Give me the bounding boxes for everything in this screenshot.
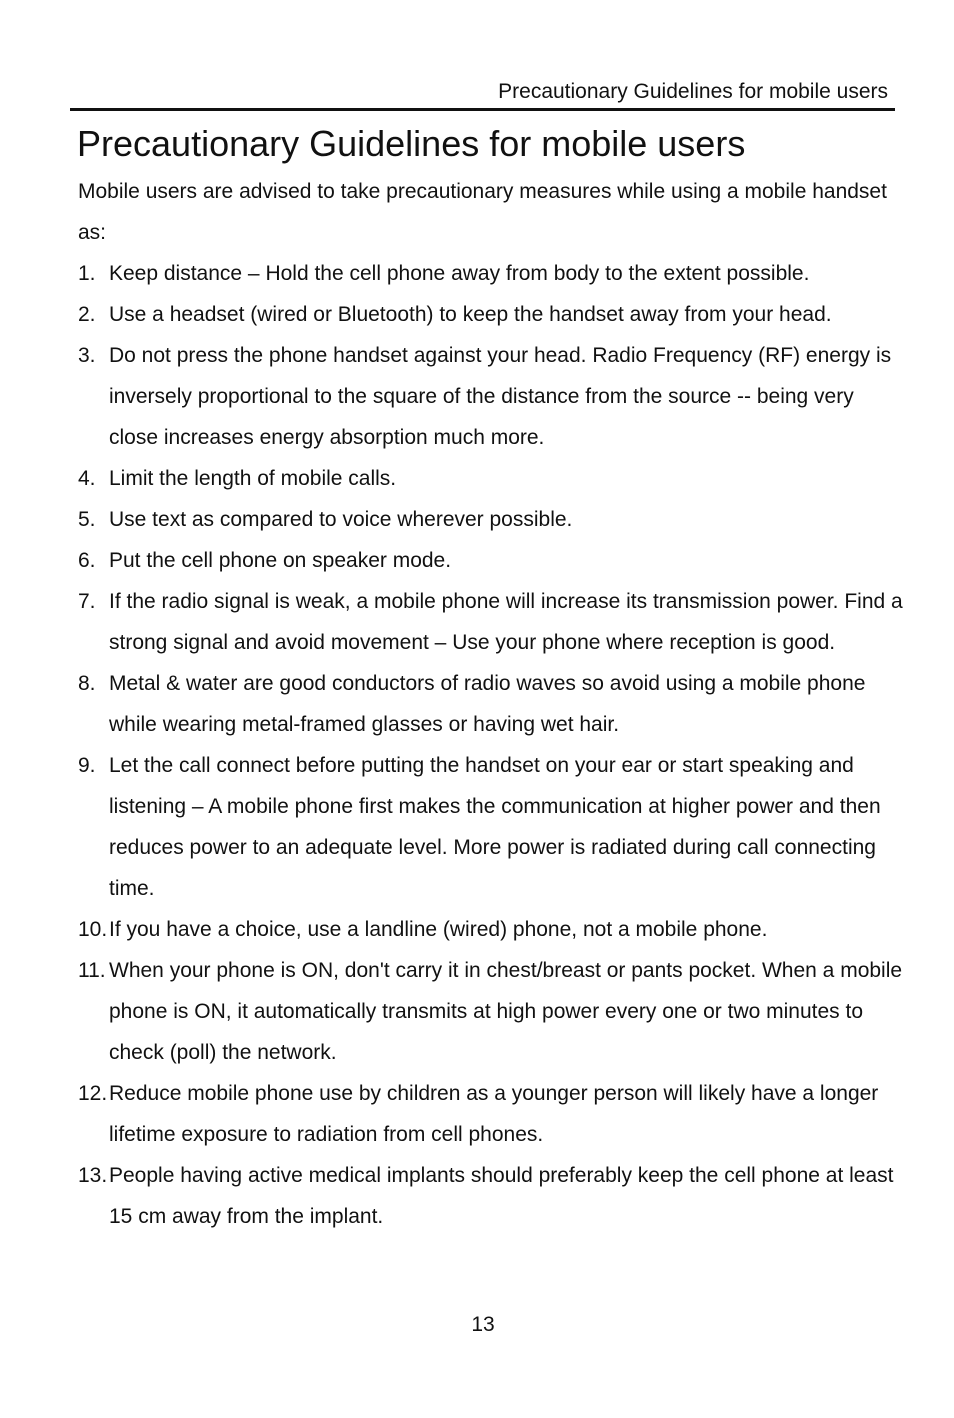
item-text: Reduce mobile phone use by children as a younger person will likely have a longer lifetime exposure to radiation from cell phones.: [109, 1082, 879, 1146]
guideline-item: [78, 335, 908, 458]
guideline-item: [78, 458, 908, 499]
item-text: Keep distance – Hold the cell phone away from body to the extent possible.: [109, 262, 810, 285]
item-number: 3.: [78, 344, 96, 367]
guideline-item: [78, 540, 908, 581]
guideline-item: [78, 909, 908, 950]
guideline-item: [78, 581, 908, 663]
page-title: Precautionary Guidelines for mobile users: [77, 123, 746, 164]
guideline-item: [78, 745, 908, 909]
item-number: 5.: [78, 508, 96, 531]
guideline-list: [78, 253, 908, 1237]
item-number: 7.: [78, 590, 96, 613]
item-text: If the radio signal is weak, a mobile phone will increase its transmission power. Find a strong signal and avoid movement – Use your phone where reception is good.: [109, 590, 903, 654]
guideline-item: [78, 1073, 908, 1155]
item-text: Let the call connect before putting the handset on your ear or start speaking and listening – A mobile phone first makes the communication at higher power and then reduces power to an adequate level. More power is radiated during call connecting time.: [109, 754, 881, 900]
item-number: 10.: [78, 918, 108, 941]
item-number: 6.: [78, 549, 96, 572]
page-number: 13: [471, 1313, 495, 1336]
item-number: 13.: [78, 1164, 108, 1187]
item-number: 2.: [78, 303, 96, 326]
item-text: Use a headset (wired or Bluetooth) to keep the handset away from your head.: [109, 303, 832, 326]
item-number: 9.: [78, 754, 96, 777]
intro-paragraph: Mobile users are advised to take precautionary measures while using a mobile handset as:: [78, 180, 887, 244]
guideline-item: [78, 1155, 908, 1237]
item-text: People having active medical implants should preferably keep the cell phone at least 15 cm away from the implant.: [109, 1164, 894, 1228]
item-number: 4.: [78, 467, 96, 490]
guideline-item: [78, 499, 908, 540]
guideline-item: [78, 253, 908, 294]
item-number: 1.: [78, 262, 96, 285]
item-text: If you have a choice, use a landline (wired) phone, not a mobile phone.: [109, 918, 768, 941]
item-text: Put the cell phone on speaker mode.: [109, 549, 452, 572]
item-number: 11.: [78, 959, 106, 982]
guideline-item: [78, 294, 908, 335]
running-header: Precautionary Guidelines for mobile users: [498, 80, 888, 103]
item-number: 12.: [78, 1082, 108, 1105]
guideline-item: [78, 663, 908, 745]
item-text: Metal & water are good conductors of radio waves so avoid using a mobile phone while wearing metal-framed glasses or having wet hair.: [109, 672, 866, 736]
item-text: Do not press the phone handset against your head. Radio Frequency (RF) energy is inversely proportional to the square of the distance from the source -- being very close increases energy absorption much more.: [109, 344, 892, 449]
header-rule: [70, 108, 895, 111]
item-text: Limit the length of mobile calls.: [109, 467, 397, 490]
guideline-item: [78, 950, 908, 1073]
item-text: When your phone is ON, don't carry it in chest/breast or pants pocket. When a mobile phone is ON, it automatically transmits at high power every one or two minutes to check (poll) the network.: [109, 959, 903, 1064]
guidelines-content: [78, 171, 908, 1237]
item-number: 8.: [78, 672, 96, 695]
item-text: Use text as compared to voice wherever possible.: [109, 508, 573, 531]
